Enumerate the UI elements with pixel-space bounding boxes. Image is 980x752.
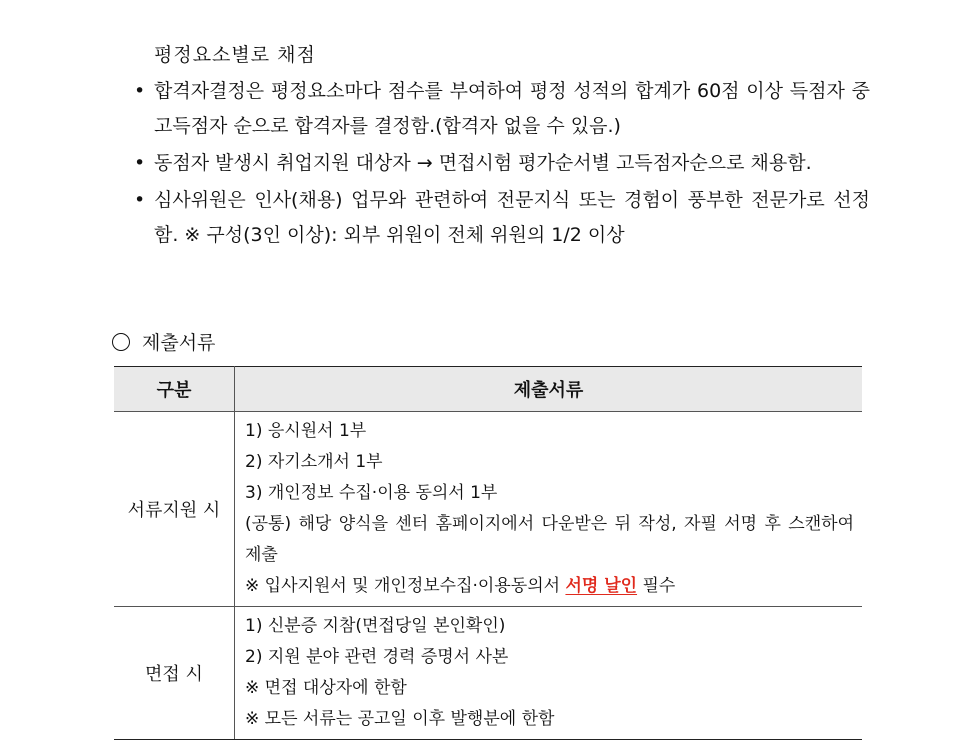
header-documents: 제출서류 bbox=[235, 367, 863, 412]
bullet-item bbox=[130, 183, 870, 253]
signature-note bbox=[245, 571, 854, 602]
table-header-row bbox=[114, 367, 862, 412]
circle-icon bbox=[112, 333, 130, 351]
continuation-line: 평정요소별로 채점 bbox=[154, 44, 316, 66]
documents-table bbox=[114, 366, 862, 740]
document-item: ※ 모든 서류는 공고일 이후 발행분에 한함 bbox=[245, 709, 555, 729]
row-category: 서류지원 시 bbox=[114, 412, 235, 607]
note-suffix: 필수 bbox=[637, 576, 676, 596]
header-category: 구분 bbox=[114, 367, 235, 412]
row-documents bbox=[235, 412, 863, 607]
bullet-dot-icon: • bbox=[134, 80, 146, 102]
document-item: (공통) 해당 양식을 센터 홈페이지에서 다운받은 뒤 작성, 자필 서명 후 스캔하여 제출 bbox=[245, 514, 854, 565]
bullet-text: 합격자결정은 평정요소마다 점수를 부여하여 평정 성적의 합계가 60점 이상 득점자 중 고득점자 순으로 합격자를 결정함.(합격자 없을 수 있음.) bbox=[154, 80, 870, 137]
document-item: 2) 자기소개서 1부 bbox=[245, 452, 383, 472]
document-item: 1) 신분증 지참(면접당일 본인확인) bbox=[245, 616, 506, 636]
section-title-text: 제출서류 bbox=[142, 332, 216, 354]
note-emphasis: 서명 날인 bbox=[565, 576, 638, 596]
row-documents bbox=[235, 607, 863, 740]
note-prefix: ※ 입사지원서 및 개인정보수집·이용동의서 bbox=[245, 576, 566, 596]
bullet-list bbox=[130, 74, 870, 255]
bullet-dot-icon: • bbox=[134, 152, 146, 174]
bullet-item bbox=[130, 74, 870, 144]
table-row bbox=[114, 412, 862, 607]
row-category: 면접 시 bbox=[114, 607, 235, 740]
table-row bbox=[114, 607, 862, 740]
bullet-dot-icon: • bbox=[134, 189, 146, 211]
bullet-text: 동점자 발생시 취업지원 대상자 → 면접시험 평가순서별 고득점자순으로 채용함. bbox=[154, 152, 812, 174]
section-heading bbox=[112, 328, 215, 355]
document-item: 1) 응시원서 1부 bbox=[245, 421, 367, 441]
bullet-item bbox=[130, 146, 870, 181]
document-item: 3) 개인정보 수집·이용 동의서 1부 bbox=[245, 483, 498, 503]
bullet-text: 심사위원은 인사(채용) 업무와 관련하여 전문지식 또는 경험이 풍부한 전문가로 선정함. ※ 구성(3인 이상): 외부 위원이 전체 위원의 1/2 이상 bbox=[154, 189, 870, 246]
document-item: ※ 면접 대상자에 한함 bbox=[245, 678, 407, 698]
document-item: 2) 지원 분야 관련 경력 증명서 사본 bbox=[245, 647, 509, 667]
